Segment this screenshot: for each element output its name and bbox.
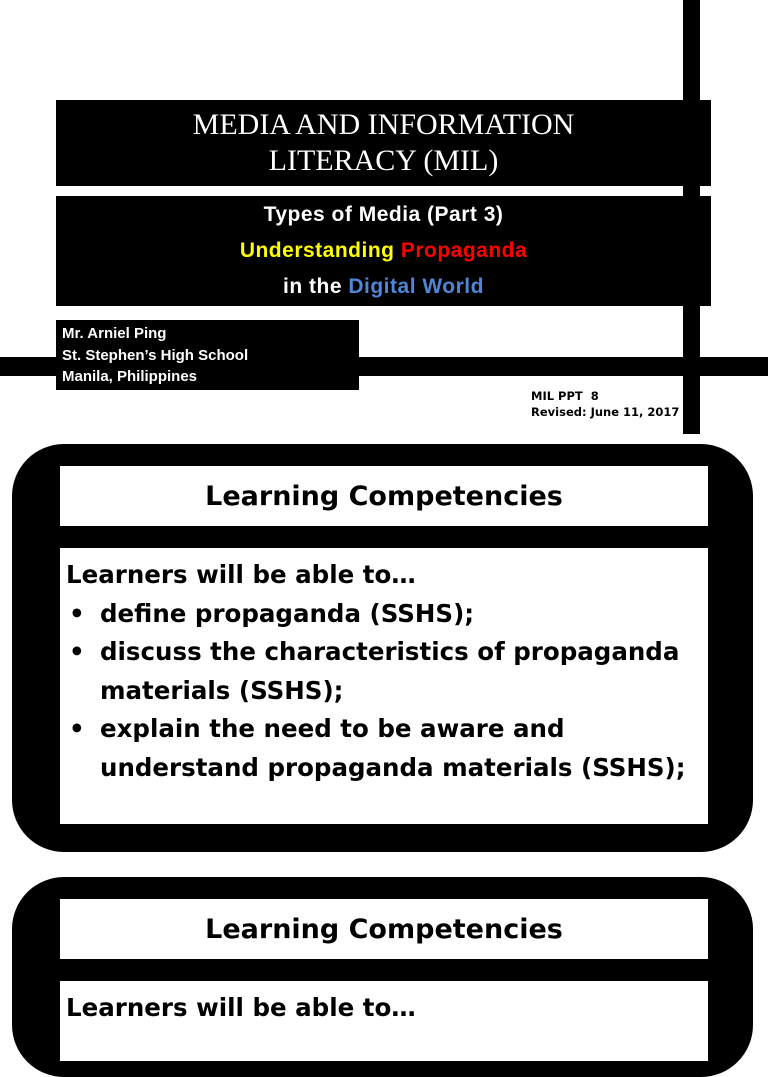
subtitle-understanding: Understanding	[239, 239, 395, 262]
card-heading-text: Learning Competencies	[205, 913, 563, 945]
list-item: • define propaganda (SSHS);	[66, 595, 698, 634]
list-item: • discuss the characteristics of propaganda materials (SSHS);	[66, 633, 698, 710]
card-heading	[60, 466, 708, 526]
revised-date: Revised: June 11, 2017	[531, 405, 680, 419]
card-heading-text: Learning Competencies	[205, 480, 563, 512]
subtitle-line-3	[56, 269, 711, 305]
subtitle-in-the: in the	[283, 275, 343, 298]
intro-text: Learners will be able to…	[66, 993, 416, 1022]
subtitle-line-2	[56, 233, 711, 269]
competencies-card	[12, 444, 753, 852]
title-slide	[0, 0, 768, 434]
author-box	[56, 320, 359, 390]
author-location: Manila, Philippines	[62, 368, 198, 385]
intro-text: Learners will be able to…	[66, 560, 416, 589]
title-line-1: MEDIA AND INFORMATION	[192, 108, 575, 141]
title-box	[56, 100, 711, 186]
subtitle-digital-world: Digital World	[348, 275, 484, 298]
card-body	[60, 548, 708, 824]
subtitle-box	[56, 196, 711, 306]
title-line-2: LITERACY (MIL)	[268, 144, 499, 177]
competency-list	[66, 595, 698, 788]
author-name: Mr. Arniel Ping	[62, 325, 167, 342]
slide-meta	[531, 388, 679, 420]
list-item: • explain the need to be aware and understand propaganda materials (SSHS);	[66, 710, 698, 787]
card-body	[60, 981, 708, 1061]
subtitle-line-1: Types of Media (Part 3)	[263, 203, 504, 226]
card-heading	[60, 899, 708, 959]
competencies-card-2	[12, 877, 753, 1077]
subtitle-propaganda: Propaganda	[400, 239, 528, 262]
ppt-code: MIL PPT 8	[531, 389, 599, 403]
author-school: St. Stephen’s High School	[62, 346, 249, 364]
